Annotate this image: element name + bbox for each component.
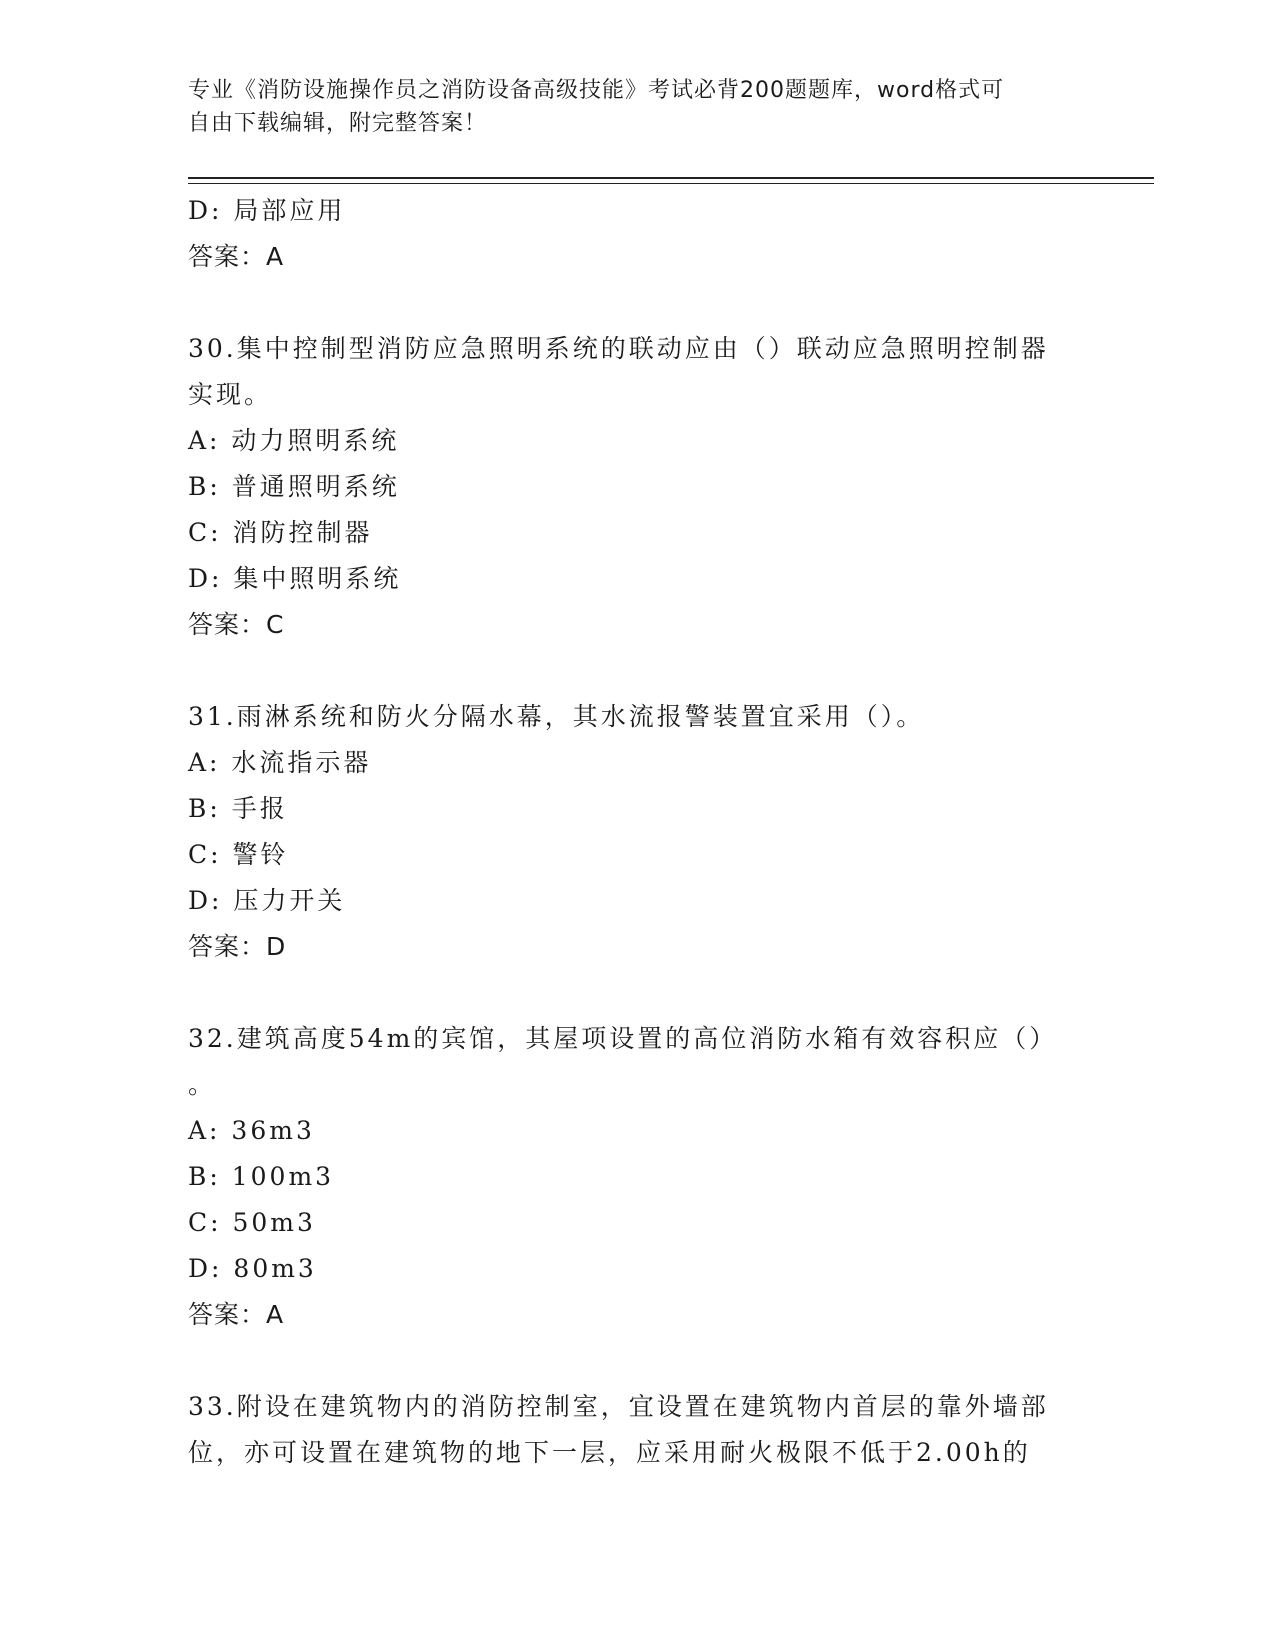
- question-title-cont: 位，亦可设置在建筑物的地下一层，应采用耐火极限不低于2.00h的: [188, 1438, 1031, 1467]
- header-line-2: 自由下载编辑，附完整答案！: [188, 111, 488, 136]
- option-d: D: 集中照明系统: [188, 564, 402, 593]
- question-title-cont: 实现。: [188, 380, 273, 409]
- document-header: [188, 74, 1068, 140]
- option-c: C: 消防控制器: [188, 518, 373, 547]
- question-30: [188, 326, 1088, 648]
- answer-line: 答案：A: [188, 1300, 285, 1329]
- question-title: 32.建筑高度54m的宾馆，其屋项设置的高位消防水箱有效容积应（）: [188, 1024, 1058, 1053]
- question-title-cont: 。: [188, 1070, 217, 1099]
- question-31: [188, 694, 1088, 970]
- option-b: B: 100m3: [188, 1162, 335, 1191]
- option-d: D: 局部应用: [188, 196, 346, 225]
- option-b: B: 普通照明系统: [188, 472, 400, 501]
- option-c: C: 50m3: [188, 1208, 316, 1237]
- header-rule-thick: [188, 177, 1154, 179]
- option-a: A: 36m3: [188, 1116, 315, 1145]
- question-title: 33.附设在建筑物内的消防控制室，宜设置在建筑物内首层的靠外墙部: [188, 1392, 1049, 1421]
- option-d: D: 压力开关: [188, 886, 346, 915]
- question-title: 30.集中控制型消防应急照明系统的联动应由（）联动应急照明控制器: [188, 334, 1049, 363]
- question-content: [188, 188, 1088, 1476]
- header-rule-thin: [188, 183, 1154, 184]
- header-line-1: 专业《消防设施操作员之消防设备高级技能》考试必背200题题库，word格式可: [188, 78, 1005, 103]
- option-d: D: 80m3: [188, 1254, 317, 1283]
- answer-line: 答案：C: [188, 610, 285, 639]
- question-33: [188, 1384, 1088, 1476]
- question-32: [188, 1016, 1088, 1338]
- option-c: C: 警铃: [188, 840, 289, 869]
- option-a: A: 水流指示器: [188, 748, 372, 777]
- answer-line: 答案：A: [188, 242, 285, 271]
- question-title: 31.雨淋系统和防火分隔水幕，其水流报警装置宜采用（）。: [188, 702, 925, 731]
- option-b: B: 手报: [188, 794, 288, 823]
- option-a: A: 动力照明系统: [188, 426, 400, 455]
- answer-line: 答案：D: [188, 932, 287, 961]
